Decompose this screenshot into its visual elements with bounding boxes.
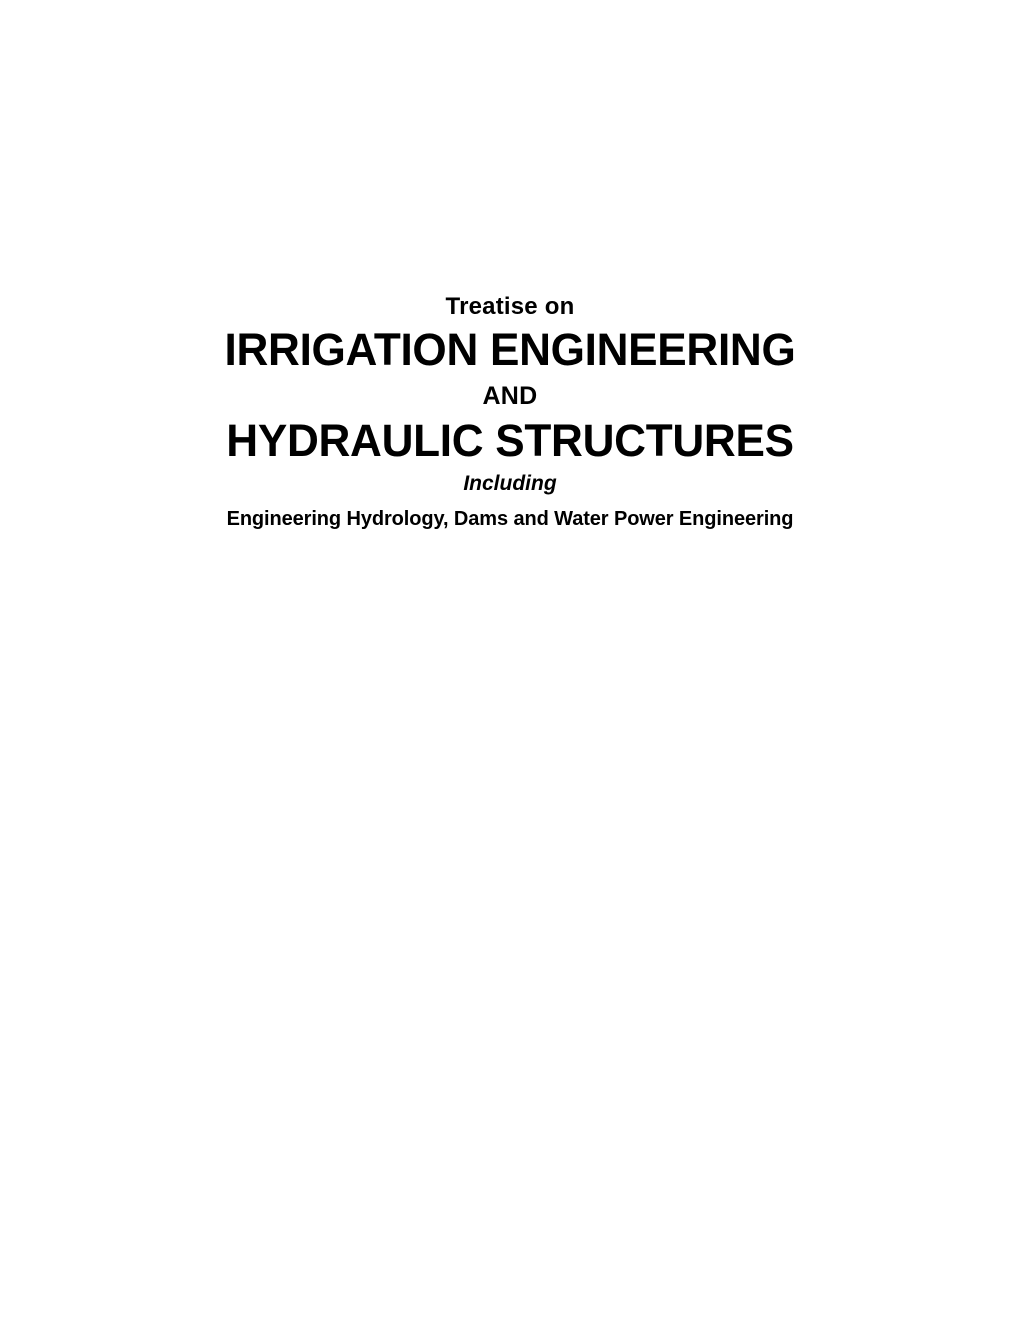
book-subtitle: Engineering Hydrology, Dams and Water Power Engineering [226,508,794,530]
including-label: Including [463,472,557,495]
title-conjunction-and: AND [482,382,538,410]
book-main-title-line-1: IRRIGATION ENGINEERING [224,324,796,375]
treatise-on-label: Treatise on [445,293,575,320]
book-main-title-line-2: HYDRAULIC STRUCTURES [226,415,794,466]
title-block [0,292,1020,532]
